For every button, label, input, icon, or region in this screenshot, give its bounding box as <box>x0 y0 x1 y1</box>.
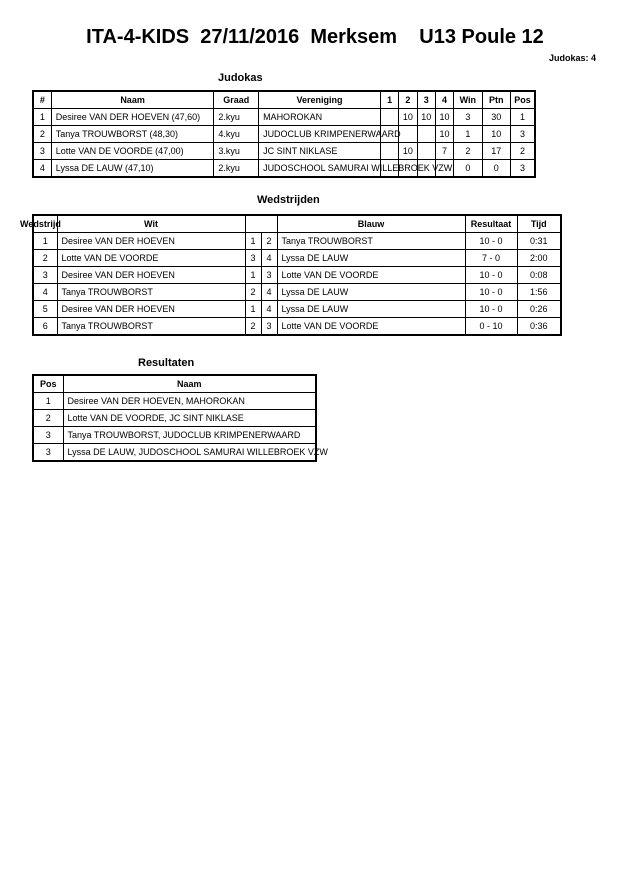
col-4: 4 <box>435 91 453 109</box>
table-row <box>33 233 561 250</box>
col-naam: Naam <box>51 91 214 109</box>
resultaat-pos: 1 <box>33 393 63 410</box>
table-row <box>33 160 535 178</box>
judoka-score-3 <box>417 126 435 143</box>
judoka-win: 3 <box>454 109 482 126</box>
wedstrijd-wit: Desiree VAN DER HOEVEN <box>57 301 245 318</box>
wedstrijd-wit: Lotte VAN DE VOORDE <box>57 250 245 267</box>
judoka-ptn: 0 <box>482 160 510 178</box>
wedstrijd-blauw-nr: 3 <box>261 318 277 336</box>
col-res-pos: Pos <box>33 375 63 393</box>
judoka-win: 2 <box>454 143 482 160</box>
wedstrijd-nr: 6 <box>33 318 57 336</box>
judoka-naam: Lyssa DE LAUW (47,10) <box>51 160 214 178</box>
judoka-score-3 <box>417 143 435 160</box>
col-blauw-nr <box>261 215 277 233</box>
wedstrijd-blauw: Lotte VAN DE VOORDE <box>277 267 465 284</box>
judokas-heading: Judokas <box>218 72 263 84</box>
resultaat-naam: Lyssa DE LAUW, JUDOSCHOOL SAMURAI WILLEBROEK VZW <box>63 444 316 462</box>
judokas-count: Judokas: 4 <box>548 53 596 63</box>
col-blauw: Blauw <box>277 215 465 233</box>
judoka-vereniging: JC SINT NIKLASE <box>259 143 381 160</box>
judoka-vereniging: MAHOROKAN <box>259 109 381 126</box>
wedstrijd-nr: 5 <box>33 301 57 318</box>
col-res-naam: Naam <box>63 375 316 393</box>
resultaten-table <box>32 374 328 462</box>
wedstrijd-blauw: Lotte VAN DE VOORDE <box>277 318 465 336</box>
judoka-graad: 3.kyu <box>214 143 259 160</box>
col-wit-nr <box>245 215 261 233</box>
judoka-score-4: 7 <box>435 143 453 160</box>
col-wit: Wit <box>57 215 245 233</box>
wedstrijd-tijd: 0:36 <box>517 318 561 336</box>
judoka-naam: Lotte VAN DE VOORDE (47,00) <box>51 143 214 160</box>
judoka-pos: 3 <box>511 126 535 143</box>
table-row <box>33 250 561 267</box>
resultaat-pos: 2 <box>33 410 63 427</box>
wedstrijden-heading: Wedstrijden <box>257 194 320 206</box>
wedstrijd-wit-nr: 1 <box>245 267 261 284</box>
wedstrijd-wit: Desiree VAN DER HOEVEN <box>57 233 245 250</box>
wedstrijd-resultaat: 7 - 0 <box>465 250 517 267</box>
wedstrijd-resultaat: 10 - 0 <box>465 284 517 301</box>
judoka-graad: 2.kyu <box>214 160 259 178</box>
wedstrijd-wit-nr: 1 <box>245 233 261 250</box>
wedstrijd-resultaat: 0 - 10 <box>465 318 517 336</box>
table-row <box>33 318 561 336</box>
judoka-score-3: 10 <box>417 109 435 126</box>
wedstrijd-blauw-nr: 4 <box>261 301 277 318</box>
col-wedstrijd-label: Wedstrijd <box>20 219 61 229</box>
wedstrijd-resultaat: 10 - 0 <box>465 233 517 250</box>
col-3: 3 <box>417 91 435 109</box>
col-resultaat: Resultaat <box>465 215 517 233</box>
resultaat-pos: 3 <box>33 444 63 462</box>
judoka-naam: Desiree VAN DER HOEVEN (47,60) <box>51 109 214 126</box>
col-1: 1 <box>381 91 399 109</box>
judoka-pos: 2 <box>511 143 535 160</box>
judoka-vereniging: JUDOSCHOOL SAMURAI WILLEBROEK VZW <box>259 160 381 178</box>
wedstrijd-tijd: 0:08 <box>517 267 561 284</box>
wedstrijd-wit: Tanya TROUWBORST <box>57 284 245 301</box>
judoka-score-4: 10 <box>435 109 453 126</box>
col-win: Win <box>454 91 482 109</box>
judoka-ptn: 17 <box>482 143 510 160</box>
judoka-score-4: 10 <box>435 126 453 143</box>
wedstrijd-blauw: Tanya TROUWBORST <box>277 233 465 250</box>
wedstrijd-blauw: Lyssa DE LAUW <box>277 250 465 267</box>
table-row <box>33 301 561 318</box>
wedstrijd-tijd: 0:31 <box>517 233 561 250</box>
wedstrijd-wit-nr: 2 <box>245 318 261 336</box>
col-pos: Pos <box>511 91 535 109</box>
wedstrijd-blauw: Lyssa DE LAUW <box>277 301 465 318</box>
col-graad: Graad <box>214 91 259 109</box>
resultaat-naam: Tanya TROUWBORST, JUDOCLUB KRIMPENERWAARD <box>63 427 316 444</box>
judoka-vereniging: JUDOCLUB KRIMPENERWAARD <box>259 126 381 143</box>
judoka-score-1 <box>381 109 399 126</box>
col-2: 2 <box>399 91 417 109</box>
judokas-header-row <box>33 91 535 109</box>
judoka-score-1 <box>381 143 399 160</box>
judoka-win: 0 <box>454 160 482 178</box>
resultaat-naam: Desiree VAN DER HOEVEN, MAHOROKAN <box>63 393 316 410</box>
wedstrijd-nr: 3 <box>33 267 57 284</box>
wedstrijd-wit-nr: 2 <box>245 284 261 301</box>
wedstrijd-tijd: 1:56 <box>517 284 561 301</box>
judoka-graad: 4.kyu <box>214 126 259 143</box>
resultaat-naam: Lotte VAN DE VOORDE, JC SINT NIKLASE <box>63 410 316 427</box>
wedstrijd-blauw-nr: 2 <box>261 233 277 250</box>
judoka-ptn: 10 <box>482 126 510 143</box>
judoka-score-2 <box>399 126 417 143</box>
table-row <box>33 109 535 126</box>
table-row <box>33 393 316 410</box>
table-row <box>33 444 316 462</box>
wedstrijd-tijd: 0:26 <box>517 301 561 318</box>
judoka-naam: Tanya TROUWBORST (48,30) <box>51 126 214 143</box>
judoka-win: 1 <box>454 126 482 143</box>
table-row <box>33 267 561 284</box>
wedstrijd-blauw-nr: 4 <box>261 284 277 301</box>
wedstrijd-wit: Tanya TROUWBORST <box>57 318 245 336</box>
col-vereniging: Vereniging <box>259 91 381 109</box>
wedstrijd-tijd: 2:00 <box>517 250 561 267</box>
col-tijd: Tijd <box>517 215 561 233</box>
wedstrijd-nr: 1 <box>33 233 57 250</box>
table-row <box>33 284 561 301</box>
judoka-ptn: 30 <box>482 109 510 126</box>
wedstrijd-blauw: Lyssa DE LAUW <box>277 284 465 301</box>
judoka-score-2: 10 <box>399 109 417 126</box>
table-row <box>33 427 316 444</box>
col-nr: # <box>33 91 51 109</box>
col-ptn: Ptn <box>482 91 510 109</box>
wedstrijd-nr: 4 <box>33 284 57 301</box>
resultaat-pos: 3 <box>33 427 63 444</box>
wedstrijd-resultaat: 10 - 0 <box>465 301 517 318</box>
table-row <box>33 126 535 143</box>
wedstrijd-wit-nr: 3 <box>245 250 261 267</box>
wedstrijden-table <box>20 214 562 336</box>
table-row <box>33 410 316 427</box>
wedstrijden-header-row <box>33 215 561 233</box>
col-wedstrijd <box>20 215 61 233</box>
judoka-pos: 1 <box>511 109 535 126</box>
judoka-nr: 2 <box>33 126 51 143</box>
wedstrijd-blauw-nr: 4 <box>261 250 277 267</box>
resultaten-header-row <box>33 375 316 393</box>
resultaten-heading: Resultaten <box>138 357 195 369</box>
wedstrijd-nr: 2 <box>33 250 57 267</box>
judokas-table <box>32 90 536 178</box>
wedstrijd-wit-nr: 1 <box>245 301 261 318</box>
wedstrijd-wit: Desiree VAN DER HOEVEN <box>57 267 245 284</box>
wedstrijd-resultaat: 10 - 0 <box>465 267 517 284</box>
judoka-nr: 1 <box>33 109 51 126</box>
page-title: ITA-4-KIDS 27/11/2016 Merksem U13 Poule 12 <box>86 26 544 48</box>
judoka-nr: 3 <box>33 143 51 160</box>
table-row <box>33 143 535 160</box>
wedstrijd-blauw-nr: 3 <box>261 267 277 284</box>
judoka-nr: 4 <box>33 160 51 178</box>
judoka-pos: 3 <box>511 160 535 178</box>
judoka-graad: 2.kyu <box>214 109 259 126</box>
judoka-score-2: 10 <box>399 143 417 160</box>
